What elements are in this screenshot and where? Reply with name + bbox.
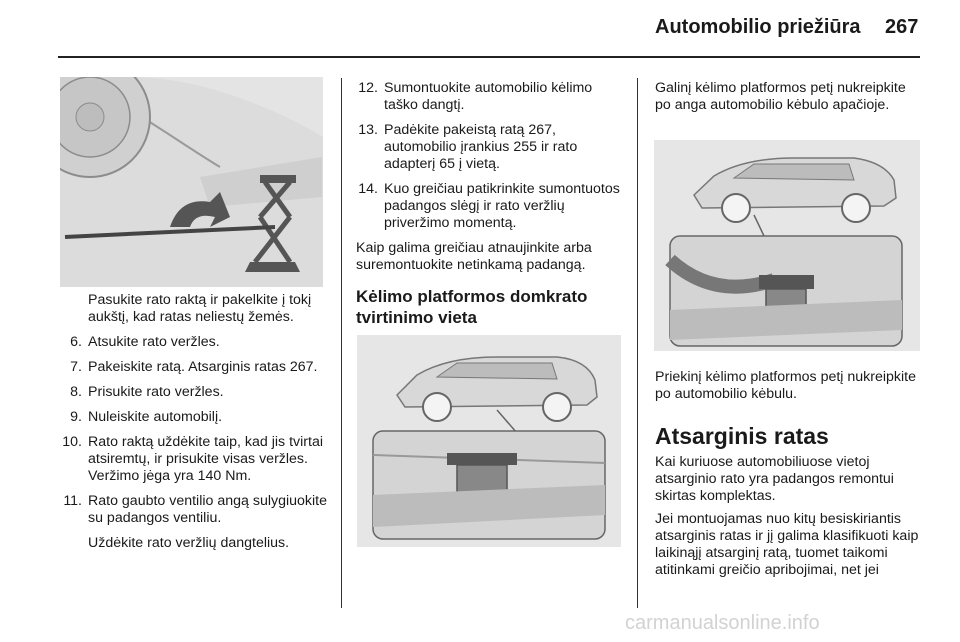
step-text: Padėkite pakeistą ratą 267, automobilio įrankius 255 ir rato adapterį 65 į vietą. — [384, 122, 578, 172]
jack-illustration — [60, 77, 323, 287]
step-item — [60, 434, 330, 485]
jack-caption: Pasukite rato raktą ir pakelkite į tokį aukštį, kad ratas neliestų žemės. — [88, 292, 312, 325]
right-column-top — [655, 80, 925, 114]
step-number: 11. — [63, 493, 82, 509]
car-lift-rear-illustration — [654, 140, 920, 351]
step-number: 6. — [70, 334, 82, 350]
step-text: Prisukite rato veržles. — [88, 384, 224, 400]
page-number: 267 — [885, 16, 919, 38]
column-divider-left — [341, 78, 342, 608]
rear-lift-arm-paragraph: Galinį kėlimo platformos petį nukreipkite po anga automobilio kėbulo apačioje. — [655, 80, 906, 113]
page-header-title: Automobilio priežiūra — [655, 16, 861, 38]
step-item — [356, 80, 624, 114]
step-item — [60, 409, 330, 426]
spare-wheel-heading: Atsarginis ratas — [655, 423, 829, 449]
temporary-spare-paragraph: Jei montuojamas nuo kitų besiskiriantis atsarginis ratas ir jį galima klasifikuoti kaip laikinąjį atsarginį ratą, tuomet taikomi atitinkami greičio apribojimai, net jei — [655, 511, 919, 578]
step-11-extra: Uždėkite rato veržlių dangtelius. — [88, 535, 290, 551]
column-divider-right — [637, 78, 638, 608]
front-lift-arm-paragraph: Priekinį kėlimo platformos petį nukreipkite po automobilio kėbulu. — [655, 369, 917, 402]
step-text: Sumontuokite automobilio kėlimo taško dangtį. — [384, 80, 593, 113]
step-number: 13. — [358, 122, 378, 138]
header-rule — [58, 56, 920, 58]
step-text: Kuo greičiau patikrinkite sumontuotos padangos slėgį ir rato veržlių priveržimo momentą. — [384, 181, 620, 231]
repair-kit-paragraph: Kai kuriuose automobiliuose vietoj atsarginio rato yra padangos remontui skirtas komplektas. — [655, 454, 894, 504]
step-number: 10. — [62, 434, 82, 450]
step-item — [356, 122, 624, 173]
step-item — [60, 384, 330, 401]
step-text: Rato gaubto ventilio angą sulygiuokite su padangos ventiliu. — [88, 493, 327, 526]
car-lift-front-illustration — [357, 335, 621, 547]
step-item — [60, 493, 330, 527]
repair-paragraph: Kaip galima greičiau atnaujinkite arba suremontuokite netinkamą padangą. — [356, 240, 592, 273]
step-number: 8. — [70, 384, 82, 400]
left-column — [60, 292, 330, 552]
step-item — [60, 359, 330, 376]
left-steps-list — [60, 334, 330, 527]
right-column-bottom — [655, 369, 925, 579]
middle-steps-list — [356, 80, 624, 232]
step-number: 14. — [358, 181, 378, 197]
step-number: 12. — [358, 80, 378, 96]
step-text: Rato raktą uždėkite taip, kad jis tvirtai atsiremtų, ir prisukite visas veržles. Veržimo jėga yra 140 Nm. — [88, 434, 323, 484]
watermark: carmanualsonline.info — [625, 612, 820, 634]
step-number: 7. — [70, 359, 82, 375]
step-text: Atsukite rato veržles. — [88, 334, 220, 350]
step-text: Pakeiskite ratą. Atsarginis ratas 267. — [88, 359, 318, 375]
step-item — [356, 181, 624, 232]
lift-points-heading: Kėlimo platformos domkrato tvirtinimo vieta — [356, 287, 588, 327]
step-number: 9. — [70, 409, 82, 425]
step-text: Nuleiskite automobilį. — [88, 409, 223, 425]
middle-column — [356, 80, 624, 328]
step-item — [60, 334, 330, 351]
